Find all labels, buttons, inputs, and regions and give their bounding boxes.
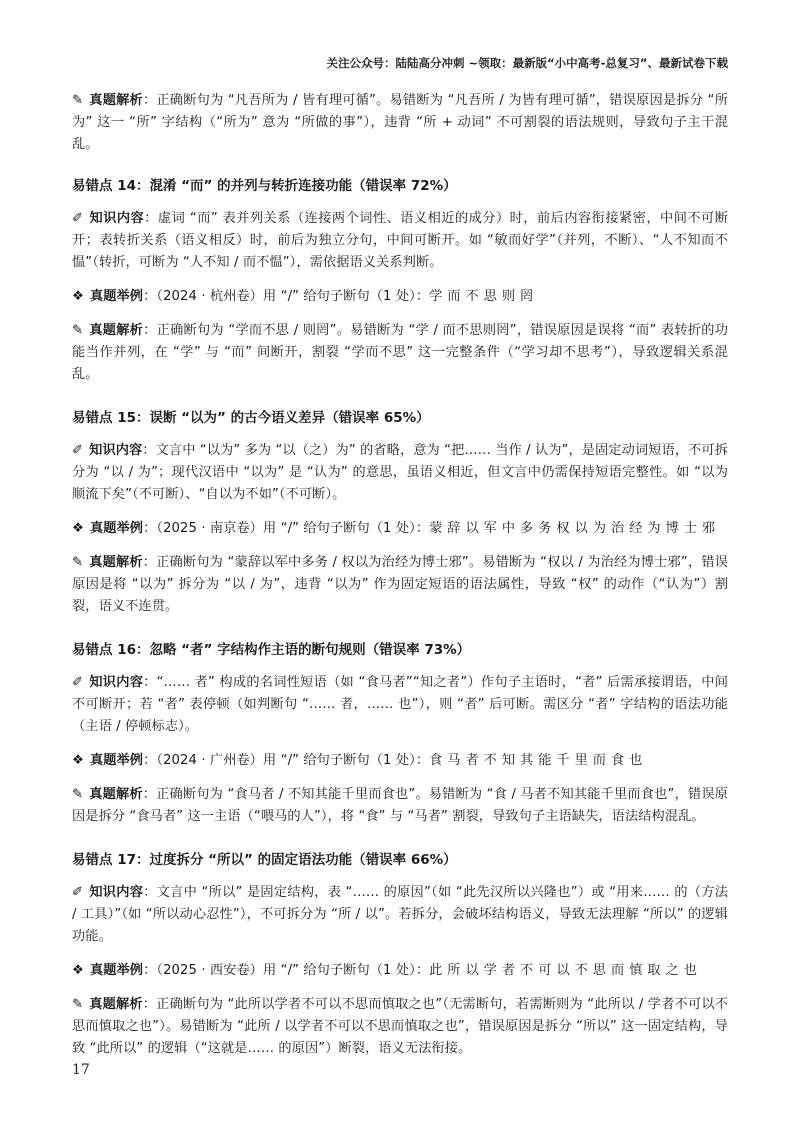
analysis-paragraph [72,320,728,386]
analysis-text: ：正确断句为 “此所以学者不可以不思而慎取之也”（无需断句，若需断则为 “此所以 / 学者不可以不思而慎取之也”）。易错断为 “此所 / 以学者不可以不思而慎取之也”，错误原因是拆分 “所以” 这一固定结构，导致 “此所以” 的逻辑（“这就是…… 的原因”）断裂，语义无法衔接。 [72,997,728,1056]
section-17 [72,850,728,1060]
section-16 [72,640,728,828]
crayon-icon: ✐ [72,675,84,690]
knowledge-text: ：文言中 “所以” 是固定结构，表 “…… 的原因”（如 “此先汉所以兴隆也”）或 “用来…… 的（方法 / 工具）”（如 “所以动心忍性”），不可拆分为 “所 / 以”。若拆分，会破坏结构语义，导致无法理解 “所以” 的逻辑功能。 [72,885,728,944]
example-label: 真题举例 [89,963,144,978]
page-header: 关注公众号：陆陆高分冲刺 ~领取：最新版“小中高考-总复习”、最新试卷下载 [326,56,728,70]
pencil-icon: ✎ [72,787,84,802]
example-paragraph [72,960,728,982]
knowledge-text: ：“…… 者” 构成的名词性短语（如 “食马者”“知之者”）作句子主语时，“者” 后需承接谓语，中间不可断开；若 “者” 表停顿（如判断句 “…… 者，…… 也”），则 “者” 后可断。需区分 “者” 字结构的语法功能（主语 / 停顿标志）。 [72,675,728,734]
section-14 [72,176,728,386]
example-sentence: 此所以学者不可以不思而慎取之也 [429,963,702,978]
pencil-icon: ✎ [72,323,84,338]
knowledge-paragraph [72,208,728,274]
analysis-label: 真题解析 [89,93,143,108]
example-label: 真题举例 [89,289,144,304]
intro-analysis [72,90,728,156]
diamond-bullet-icon: ❖ [72,521,84,536]
example-prefix: ：（2024 · 杭州卷）用 “/” 给句子断句（1 处）： [143,289,430,304]
knowledge-paragraph [72,440,728,506]
analysis-text: ：正确断句为 “食马者 / 不知其能千里而食也”。易错断为 “食 / 马者不知其能千里而食也”，错误原因是拆分 “食马者” 这一主语（“喂马的人”），将 “食” 与 “马者” 割裂，导致句子主语缺失，语法结构混乱。 [72,787,728,824]
example-paragraph [72,518,728,540]
example-paragraph [72,286,728,308]
knowledge-label: 知识内容 [89,675,144,690]
example-prefix: ：（2024 · 广州卷）用 “/” 给句子断句（1 处）： [143,753,430,768]
example-sentence: 食马者不知其能千里而食也 [429,753,648,768]
example-label: 真题举例 [89,521,144,536]
crayon-icon: ✐ [72,885,84,900]
analysis-paragraph [72,994,728,1060]
example-sentence: 蒙辞以军中多务权以为治经为博士邪 [429,521,721,536]
pencil-icon: ✎ [72,93,84,108]
analysis-label: 真题解析 [89,555,143,570]
page-number: 17 [72,1062,90,1078]
knowledge-text: ：虚词 “而” 表并列关系（连接两个词性、语义相近的成分）时，前后内容衔接紧密，中间不可断开；表转折关系（语义相反）时，前后为独立分句，中间可断开。如 “敏而好学”（并列，不断）、“人不知而不愠”（转折，可断为 “人不知 / 而不愠”），需依据语义关系判断。 [72,211,728,270]
knowledge-label: 知识内容 [89,211,145,226]
analysis-text: ：正确断句为 “凡吾所为 / 皆有理可循”。易错断为 “凡吾所 / 为皆有理可循”，错误原因是拆分 “所为” 这一 “所” 字结构（“所为” 意为 “所做的事”），违背 “所 + 动词” 不可割裂的语法规则，导致句子主干混乱。 [72,93,728,152]
section-heading: 易错点 17：过度拆分 “所以” 的固定语法功能（错误率 66%） [72,852,457,868]
knowledge-text: ：文言中 “以为” 多为 “以（之）为” 的省略，意为 “把…… 当作 / 认为”，是固定动词短语，不可拆分为 “以 / 为”；现代汉语中 “以为” 是 “认为” 的意思，虽语义相近，但文言中仍需保持短语完整性。如 “以为顺流下矣”（不可断）、“自以为不如”（不可断）。 [72,443,728,502]
example-prefix: ：（2025 · 南京卷）用 “/” 给句子断句（1 处）： [143,521,430,536]
analysis-label: 真题解析 [89,787,143,802]
diamond-bullet-icon: ❖ [72,289,84,304]
knowledge-paragraph [72,882,728,948]
knowledge-paragraph [72,672,728,738]
crayon-icon: ✐ [72,211,84,226]
analysis-text: ：正确断句为 “蒙辞以军中多务 / 权以为治经为博士邪”。易错断为 “权以 / 为治经为博士邪”，错误原因是将 “以为” 拆分为 “以 / 为”，违背 “以为” 作为固定短语的语法属性，导致 “权” 的动作（“认为”）割裂，语义不连贯。 [72,555,728,614]
pencil-icon: ✎ [72,997,84,1012]
analysis-label: 真题解析 [89,997,143,1012]
example-paragraph [72,750,728,772]
analysis-text: ：正确断句为 “学而不思 / 则罔”。易错断为 “学 / 而不思则罔”，错误原因是误将 “而” 表转折的功能当作并列，在 “学” 与 “而” 间断开，割裂 “学而不思” 这一完整条件（“学习却不思考”），导致逻辑关系混乱。 [72,323,728,382]
diamond-bullet-icon: ❖ [72,753,84,768]
crayon-icon: ✐ [72,443,84,458]
analysis-paragraph [72,784,728,828]
analysis-paragraph [72,552,728,618]
section-heading: 易错点 14：混淆 “而” 的并列与转折连接功能（错误率 72%） [72,178,457,194]
section-15 [72,408,728,618]
example-prefix: ：（2025 · 西安卷）用 “/” 给句子断句（1 处）： [143,963,430,978]
section-heading: 易错点 16：忽略 “者” 字结构作主语的断句规则（错误率 73%） [72,642,471,658]
pencil-icon: ✎ [72,555,84,570]
example-label: 真题举例 [89,753,144,768]
diamond-bullet-icon: ❖ [72,963,84,978]
knowledge-label: 知识内容 [89,885,144,900]
example-sentence: 学而不思则罔 [429,289,539,304]
document-body [72,90,728,1072]
analysis-label: 真题解析 [89,323,144,338]
section-heading: 易错点 15：误断 “以为” 的古今语义差异（错误率 65%） [72,410,430,426]
knowledge-label: 知识内容 [89,443,143,458]
